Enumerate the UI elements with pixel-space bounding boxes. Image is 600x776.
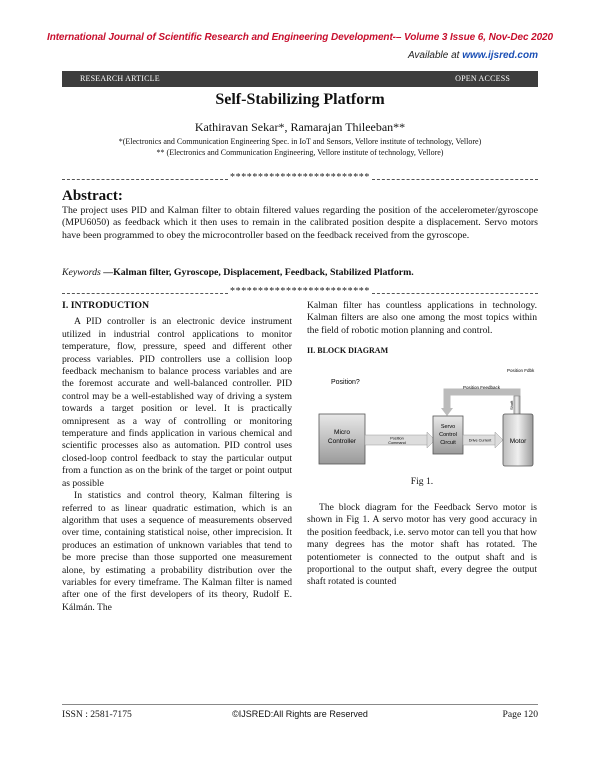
journal-header: International Journal of Scientific Research and Engineering Development-– Volume 3 Issue 6, Nov-Dec 2020	[47, 32, 553, 43]
micro-label: Micro	[334, 428, 350, 436]
keywords-label: Keywords	[62, 267, 101, 278]
issn-label: ISSN : 2581-7175	[62, 709, 132, 720]
right-column	[307, 300, 537, 589]
availability-line	[408, 50, 538, 61]
kalman-paragraph: Kalman filter has countless applications in technology. Kalman filters are also one among the most topics within the field of robotic motion planning and control.	[307, 300, 537, 336]
feedback-arrow-head	[441, 408, 453, 416]
rights-label: ©IJSRED:All Rights are Reserved	[232, 709, 368, 719]
motor-label: Motor	[509, 437, 527, 445]
star-divider: *************************	[230, 286, 370, 297]
abstract-body: The project uses PID and Kalman filter to obtain filtered values regarding the position of the accelerometer/gyroscope (MPU6050) as feedback which it then uses to remain in the calibrated position despite a displacement. Servo motors have been programmed to obey the microcontroller based on the feedback received from the gyroscope.	[62, 205, 538, 241]
separator-top	[62, 172, 538, 184]
command-label-2: Command	[388, 440, 406, 445]
dash-line	[62, 293, 228, 294]
keywords-values: —Kalman filter, Gyroscope, Displacement, Feedback, Stabilized Platform.	[100, 267, 414, 278]
journal-url-link[interactable]: www.ijsred.com	[462, 50, 538, 61]
drive-current-label: Drive Current	[468, 438, 492, 443]
circuit-label: Circuit	[440, 439, 456, 446]
dash-line	[62, 179, 228, 180]
controller-label: Controller	[327, 437, 357, 445]
abstract-heading: Abstract:	[62, 188, 123, 204]
drive-arrow-head	[495, 432, 503, 448]
open-access-label: OPEN ACCESS	[455, 74, 510, 83]
separator-bottom	[62, 286, 538, 298]
available-prefix: Available at	[407, 50, 463, 61]
dash-line	[372, 179, 538, 180]
left-column	[62, 300, 292, 614]
block-diagram-svg	[307, 364, 537, 474]
motor-shaft	[514, 396, 520, 414]
block-diagram-paragraph: The block diagram for the Feedback Servo motor is shown in Fig 1. A servo motor has very good accuracy in the position feedback, i.e. servo motor can tell you that how many degrees has the motor shaft has rotated. The potentiometer is connected to the output shaft and is proportional to the output shaft, every degree the output shaft rotated is counted	[307, 502, 537, 588]
article-type-bar	[62, 71, 538, 87]
keywords-line	[62, 267, 538, 278]
position-feedback-label: Position Feedback	[463, 384, 501, 390]
affiliation-1: *(Electronics and Communication Engineering Spec. in IoT and Sensors, Vellore institute of technology, Vellore)	[118, 137, 482, 146]
block-diagram-figure	[307, 364, 537, 474]
page-footer	[62, 704, 538, 723]
intro-paragraph-1: A PID controller is an electronic device instrument utilized in industrial control applications to monitor temperature, flow, pressure, speed and different other process variables. PID controllers use a collision loop feedback mechanism to balance process variables and are the foremost accurate and well-balanced controller. PID control may be a well-established way of driving a system towards a target position or level. It is practically omnipresent as a way of controlling or monitoring temperature and finds application in various chemical and scientific processes also as automation. PID control uses closed-loop control feedback to stay the particular output from a function as on the brink of the target or point output as possible	[62, 316, 292, 489]
affiliation-2: ** (Electronics and Communication Engineering, Vellore institute of technology, Vellore)	[156, 148, 444, 157]
intro-paragraph-2: In statistics and control theory, Kalman filtering is referred to as linear quadratic estimation, which is an algorithm that uses a sequence of measurements observed over time, containing statistical noise, other imprecision. It produces an estimation of unknown variables that tend to be more precise than those supported one measurement alone, by estimating a probability distribution over the variables for every timeframe. The Kalman filter is named after one of the first developers of its theory, Rudolf E. Kálmán. The	[62, 490, 292, 613]
shaft-label: Shaft	[509, 400, 514, 410]
position-question-label: Position?	[331, 378, 360, 386]
block-diagram-heading: II. BLOCK DIAGRAM	[307, 346, 389, 356]
figure-caption: Fig 1.	[410, 475, 434, 487]
command-label-1: Position	[390, 436, 404, 441]
position-fdbk-label: Position Fdbk	[507, 367, 535, 373]
star-divider: *************************	[230, 172, 370, 183]
page-number: Page 120	[502, 709, 538, 720]
research-article-label: RESEARCH ARTICLE	[80, 74, 160, 83]
control-label: Control	[439, 431, 457, 438]
feedback-arrow	[447, 392, 517, 414]
introduction-heading: I. INTRODUCTION	[62, 300, 150, 311]
servo-label: Servo	[440, 423, 456, 430]
paper-authors: Kathiravan Sekar*, Ramarajan Thileeban**	[194, 120, 406, 134]
paper-title: Self-Stabilizing Platform	[215, 91, 385, 108]
dash-line	[372, 293, 538, 294]
